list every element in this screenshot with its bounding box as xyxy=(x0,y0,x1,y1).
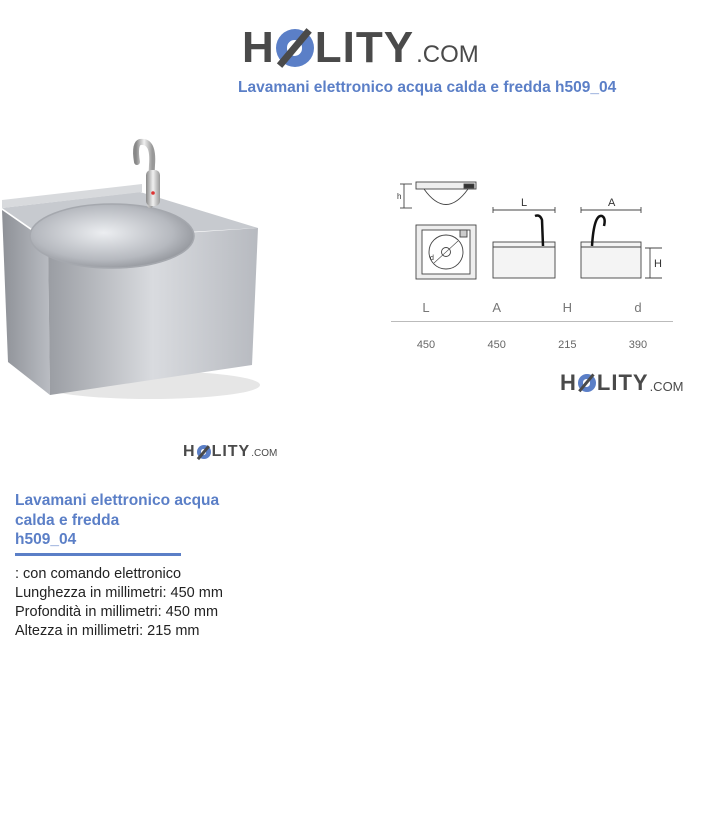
logo-o-icon xyxy=(578,374,596,392)
feature-item: Lunghezza in millimetri: 450 mm xyxy=(15,585,223,601)
feature-item: : con comando elettronico xyxy=(15,566,182,582)
spec-header-a: A xyxy=(492,300,501,315)
product-photo xyxy=(0,130,270,420)
spec-value-a: 450 xyxy=(487,339,506,351)
title-divider xyxy=(15,553,181,556)
drawing-label-h-height: H xyxy=(654,258,662,270)
spec-table-header xyxy=(391,300,673,322)
logo-letters: LITY xyxy=(314,23,415,72)
product-name-line: calda e fredda xyxy=(15,511,120,529)
feature-list xyxy=(15,565,223,641)
spec-header-h: H xyxy=(562,300,572,315)
brand-logo-small xyxy=(183,442,277,460)
logo-letters: LITY xyxy=(596,370,649,395)
brand-logo-watermark xyxy=(560,370,684,394)
spec-header-l: L xyxy=(422,300,430,315)
page-title: Lavamani elettronico acqua calda e fredda h509_04 xyxy=(238,79,617,96)
logo-letter-h: H xyxy=(560,370,577,395)
logo-o-icon xyxy=(197,445,211,459)
product-code: h509_04 xyxy=(15,531,77,548)
logo-letters: LITY xyxy=(211,443,251,460)
spec-value-d: 390 xyxy=(628,339,648,351)
spec-value-h: 215 xyxy=(558,339,577,351)
product-name xyxy=(15,491,245,550)
drawing-label-h: h xyxy=(397,192,402,201)
spec-header-d: d xyxy=(634,300,642,315)
logo-o-icon xyxy=(276,29,314,67)
brand-logo[interactable] xyxy=(242,22,479,70)
logo-suffix: .COM xyxy=(416,41,479,68)
feature-item: Profondità in millimetri: 450 mm xyxy=(15,604,219,620)
logo-suffix: .COM xyxy=(251,448,278,459)
product-name-line: Lavamani elettronico acqua xyxy=(15,492,220,509)
logo-suffix: .COM xyxy=(649,379,684,394)
feature-item: Altezza in millimetri: 215 mm xyxy=(15,623,200,639)
drawing-label-a: A xyxy=(608,197,616,209)
spec-table xyxy=(391,300,673,351)
spec-table-values xyxy=(391,322,673,351)
spec-value-l: 450 xyxy=(416,339,436,351)
drawing-label-d: d xyxy=(430,255,434,262)
logo-letter-h: H xyxy=(242,23,275,72)
logo-letter-h: H xyxy=(183,443,196,460)
drawing-label-l: L xyxy=(521,197,528,209)
